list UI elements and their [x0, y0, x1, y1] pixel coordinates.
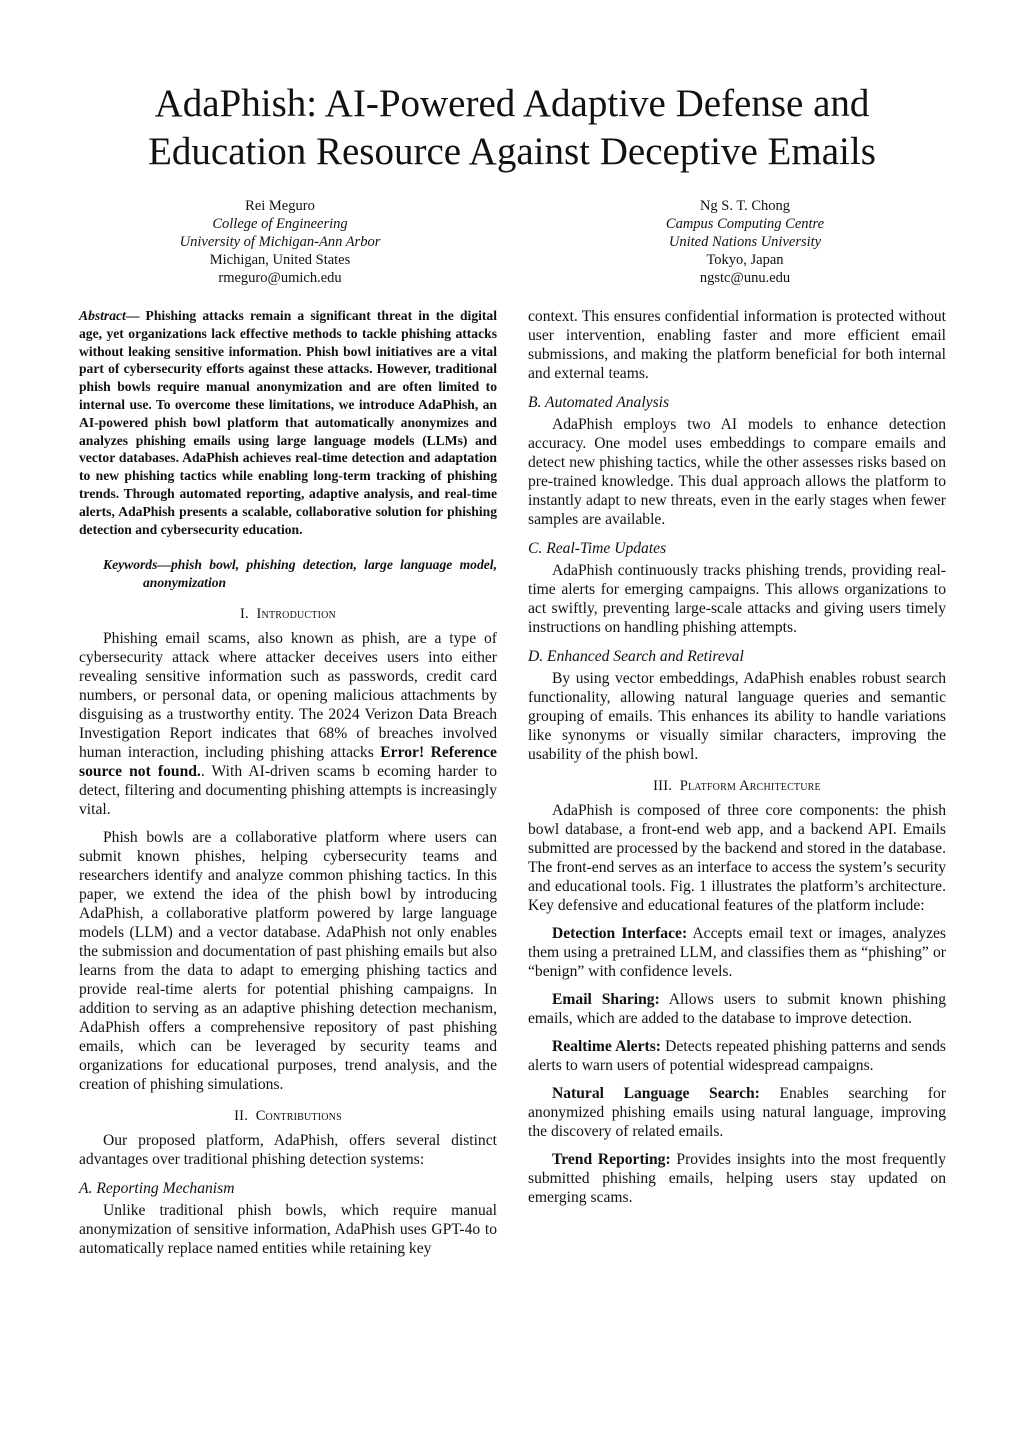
feature-detection-interface [528, 924, 946, 981]
feature-name: Trend Reporting: [552, 1151, 671, 1168]
feature-text: Allows users to submit known phishing emails, which are added to the database to improve detection. [528, 991, 946, 1027]
author-org: University of Michigan-Ann Arbor [179, 234, 381, 250]
subsection-c-paragraph: AdaPhish continuously tracks phishing trends, providing real-time alerts for emerging campaigns. This allows organizations to act swiftly, preventing large-scale attacks and giving users timely instructions on handling phishing attempts. [528, 562, 946, 636]
abstract-label: Abstract [79, 308, 126, 323]
subsection-d-paragraph: By using vector embeddings, AdaPhish enables robust search functionality, allowing natural language queries and semantic grouping of emails. This enhances its ability to handle variations like synonyms or visually similar characters, improving the usability of the phish bowl. [528, 670, 946, 763]
feature-trend-reporting [528, 1150, 946, 1207]
left-column [79, 307, 497, 1267]
section-heading-architecture [528, 777, 946, 796]
subsection-b-paragraph: AdaPhish employs two AI models to enhance detection accuracy. One model uses embeddings to compare emails and detect new phishing tactics, while the other assesses risks based on pre-trained knowledge. This dual approach allows the platform to instantly adapt to new threats, even in the early stages when fewer samples are available. [528, 416, 946, 528]
feature-email-sharing [528, 990, 946, 1028]
feature-name: Natural Language Search: [552, 1085, 760, 1102]
section-heading-contributions [79, 1107, 497, 1126]
subsection-heading-c: C. Real-Time Updates [528, 540, 667, 557]
author-org: United Nations University [668, 234, 822, 250]
feature-text: Enables searching for anonymized phishing emails using natural language, improving the discovery of related emails. [528, 1085, 946, 1140]
feature-name: Email Sharing: [552, 991, 660, 1008]
subsection-heading-a: A. Reporting Mechanism [79, 1179, 235, 1197]
paper-title [60, 80, 964, 176]
feature-name: Realtime Alerts: [552, 1038, 661, 1055]
section-title: Contributions [255, 1107, 342, 1124]
abstract-text: — Phishing attacks remain a significant threat in the digital age, yet organizations lack effective methods to tackle phishing attacks without leaking sensitive information. Phish bowl initiatives are a vital part of cybersecurity efforts against these attacks. However, traditional phish bowls require manual anonymization and are often limited to internal use. To overcome these limitations, we introduce AdaPhish, an AI-powered phish bowl platform that automatically anonymizes and analyzes phishing emails using large language models (LLMs) and vector databases. AdaPhish achieves real-time detection and adaptation to new phishing tactics while enabling long-term tracking of phishing trends. Through automated reporting, adaptive analysis, and real-time alerts, AdaPhish presents a scalable, collaborative solution for phishing detection and cybersecurity education. [79, 308, 497, 537]
right-column [528, 307, 946, 1216]
section-number: III. [653, 778, 673, 794]
author-block-2 [595, 197, 895, 287]
section-title: Introduction [256, 605, 336, 622]
author-dept: College of Engineering [212, 216, 348, 232]
reference-error: Error! Reference source not found. [79, 743, 497, 780]
subsection-heading-b: B. Automated Analysis [528, 394, 670, 411]
subsection-a-paragraph-continued: context. This ensures confidential information is protected without user intervention, enabling faster and more efficient email submissions, and making the platform beneficial for both internal and external teams. [528, 308, 946, 382]
text-run: Phishing email scams, also known as phish, are a type of cybersecurity attack where attacker deceives users into either revealing sensitive information such as passwords, credit card numbers, or personal data, or opening malicious attachments by disguising as a trustworthy entity. The 2024 Verizon Data Breach Investigation Report indicates that 68% of breaches involved human interaction, including phishing attacks [79, 629, 497, 761]
contrib-paragraph-1: Our proposed platform, AdaPhish, offers several distinct advantages over traditional phishing detection systems: [79, 1131, 497, 1168]
author-block-1 [130, 197, 430, 287]
text-run: . With AI-driven scams b ecoming harder to detect, filtering and documenting phishing attempts is increasingly vital. [79, 762, 497, 818]
feature-realtime-alerts [528, 1037, 946, 1075]
abstract [79, 307, 497, 538]
feature-text: Detects repeated phishing patterns and sends alerts to warn users of potential widespread campaigns. [528, 1038, 946, 1074]
author-location: Tokyo, Japan [706, 252, 784, 268]
feature-text: Accepts email text or images, analyzes them using a pretrained LLM, and classifies them as “phishing” or “benign” with confidence levels. [528, 925, 946, 980]
arch-paragraph-1: AdaPhish is composed of three core components: the phish bowl database, a front-end web app, and a backend API. Emails submitted are processed by the backend and stored in the database. The front-end serves as an interface to access the system’s security and educational tools. Fig. 1 illustrates the platform’s architecture. Key defensive and educational features of the platform include: [528, 802, 946, 914]
author-email: ngstc@unu.edu [699, 270, 791, 286]
subsection-heading-d: D. Enhanced Search and Retireval [528, 648, 744, 665]
feature-natural-language-search [528, 1084, 946, 1141]
feature-name: Detection Interface: [552, 925, 688, 942]
feature-text: Provides insights into the most frequently submitted phishing emails, helping users stay updated on emerging scams. [528, 1151, 946, 1206]
section-title: Platform Architecture [679, 778, 821, 794]
author-location: Michigan, United States [209, 252, 351, 268]
section-number: I. [240, 605, 249, 622]
section-number: II. [234, 1107, 249, 1124]
author-dept: Campus Computing Centre [665, 216, 825, 232]
section-heading-introduction [79, 605, 497, 624]
subsection-a-paragraph: Unlike traditional phish bowls, which require manual anonymization of sensitive information, AdaPhish uses GPT-4o to automatically replace named entities while retaining key [79, 1201, 497, 1257]
title-line-1: AdaPhish: AI-Powered Adaptive Defense and [154, 82, 870, 125]
intro-paragraph-2: Phish bowls are a collaborative platform where users can submit known phishes, helping cybersecurity teams and researchers identify and analyze common phishing tactics. In this paper, we extend the idea of the phish bowl by introducing AdaPhish, a collaborative platform powered by large language models (LLM) and a vector database. AdaPhish not only enables the submission and documentation of past phishing emails but also learns from the data to adapt to emerging phishing tactics and provide real-time alerts for potential phishing campaigns. In addition to serving as an adaptive phishing detection mechanism, AdaPhish offers a comprehensive repository of past phishing emails, which can be leveraged by security teams and organizations for educational purposes, trend analysis, and the creation of phishing simulations. [79, 828, 497, 1093]
intro-paragraph-1 [79, 629, 497, 819]
author-name: Rei Meguro [245, 198, 315, 214]
author-email: rmeguro@umich.edu [218, 270, 342, 286]
author-name: Ng S. T. Chong [699, 198, 791, 214]
keywords: Keywords—phish bowl, phishing detection, large language model, anonymization [103, 557, 497, 591]
title-line-2: Education Resource Against Deceptive Emails [148, 130, 876, 173]
